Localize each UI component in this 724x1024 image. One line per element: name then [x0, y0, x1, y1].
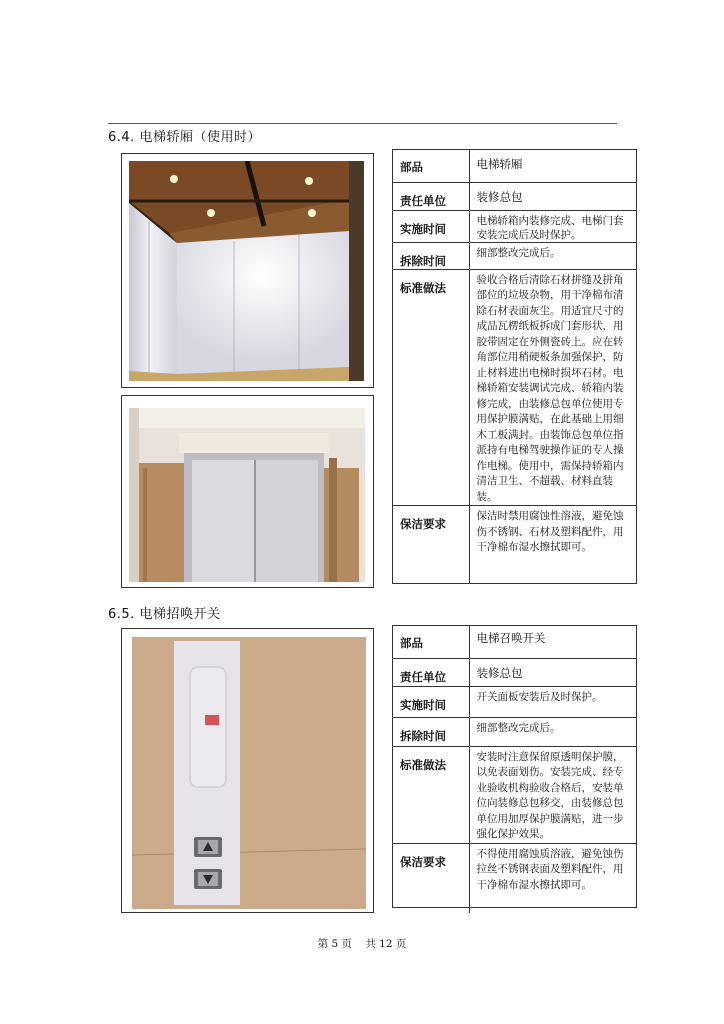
row-key: 标准做法 — [392, 746, 469, 843]
table-row — [392, 506, 637, 584]
section-title-call-switch: 6.5. 电梯招唤开关 — [108, 607, 221, 622]
row-value: 电梯轿箱内装修完成、电梯门套安装完成后及时保护。 — [469, 210, 637, 242]
table-row — [392, 269, 637, 506]
row-value: 装修总包 — [469, 658, 637, 686]
table-row — [392, 843, 637, 913]
elevator-door-protection-photo — [129, 408, 365, 582]
header-rule — [108, 123, 617, 124]
row-value: 安装时注意保留原透明保护膜，以免表面划伤。安装完成、经专业验收机构验收合格后，安装单位向装修总包移交，由装修总包单位用加厚保护膜满贴，进一步强化保护效果。 — [469, 746, 637, 843]
table-row — [392, 658, 637, 686]
row-key: 部品 — [392, 149, 469, 182]
page-number: 第 5 页 共 12 页 — [317, 938, 407, 950]
row-value: 装修总包 — [469, 182, 637, 210]
table-row — [392, 625, 637, 658]
row-value: 验收合格后清除石材拼缝及拼角部位的垃圾杂物，用干净棉布清除石材表面灰尘。用适宜尺寸的成品瓦楞纸板拆成门套形状，用胶带固定在外侧瓷砖上。应在转角部位用稍硬板条加强保护，防止材料进出电梯时损坏石材。电梯轿箱安装调试完成、轿箱内装修完成，由装修总包单位使用专用保护膜满贴，在此基础上用细木工板满封。由装饰总包单位指派持有电梯驾驶操作证的专人操作电梯。使用中，需保持轿箱内清洁卫生、不超载、材料直装装。 — [469, 269, 637, 506]
row-key: 拆除时间 — [392, 242, 469, 269]
section-title-elevator-car: 6.4. 电梯轿厢（使用时） — [108, 130, 261, 145]
row-value: 电梯轿厢 — [469, 149, 637, 182]
spec-table-elevator-car-body — [392, 149, 637, 584]
table-row — [392, 717, 637, 746]
row-key: 实施时间 — [392, 210, 469, 242]
table-row — [392, 210, 637, 242]
row-value: 电梯召唤开关 — [469, 625, 637, 658]
table-row — [392, 182, 637, 210]
row-value: 不得使用腐蚀质溶液，避免蚀伤拉丝不锈钢表面及塑料配件，用干净棉布湿水擦拭即可。 — [476, 847, 624, 891]
photo-frame-call-switch — [121, 628, 374, 913]
elevator-call-switch-photo — [132, 637, 366, 909]
photo-frame-car-interior — [121, 153, 374, 388]
row-value: 保洁时禁用腐蚀性溶液，避免蚀伤不锈钢、石材及塑料配件，用干净棉布湿水擦拭即可。 — [476, 510, 624, 553]
row-key: 拆除时间 — [392, 717, 469, 746]
row-key: 责任单位 — [392, 658, 469, 686]
row-value: 细部整改完成后。 — [469, 242, 637, 269]
row-key: 实施时间 — [392, 686, 469, 717]
spec-table-call-switch-body — [392, 625, 637, 913]
table-row — [392, 746, 637, 843]
row-key: 部品 — [392, 625, 469, 658]
table-row — [392, 242, 637, 269]
row-key: 保洁要求 — [392, 506, 469, 584]
row-key: 责任单位 — [392, 182, 469, 210]
row-value: 细部整改完成后。 — [469, 717, 637, 746]
elevator-car-interior-photo — [129, 161, 364, 381]
row-key: 保洁要求 — [392, 843, 469, 913]
table-row — [392, 149, 637, 182]
table-row — [392, 686, 637, 717]
photo-frame-car-door — [121, 395, 374, 588]
row-value: 开关面板安装后及时保护。 — [469, 686, 637, 717]
row-key: 标准做法 — [392, 269, 469, 506]
